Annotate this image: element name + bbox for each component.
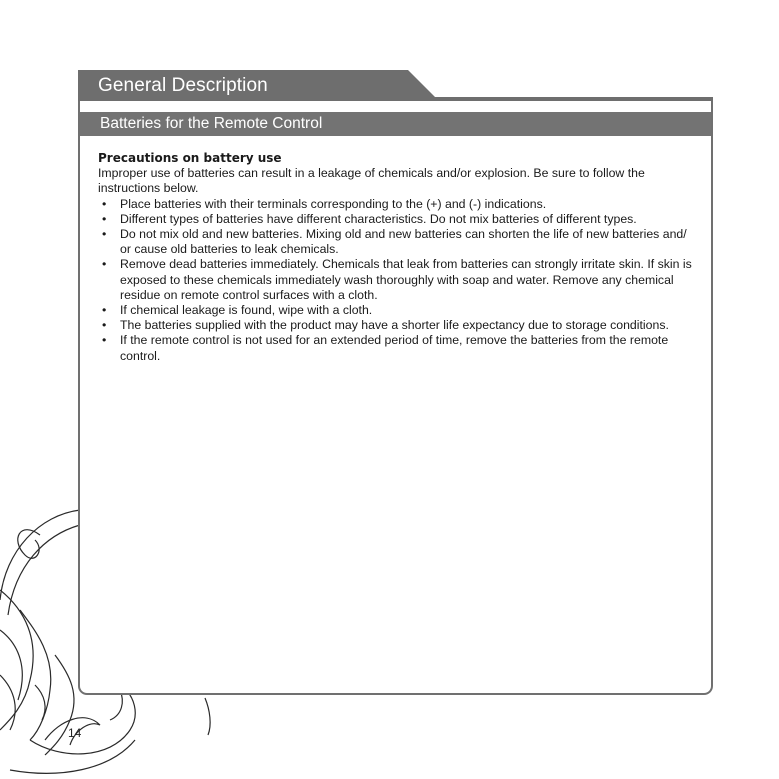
precautions-heading: Precautions on battery use bbox=[98, 151, 282, 165]
content-body bbox=[98, 151, 698, 364]
list-item-text: Remove dead batteries immediately. Chemicals that leak from batteries can strongly irritate skin. If skin is exposed to these chemicals immediately wash thoroughly with soap and water. Remove any chemical residue on remote control surfaces with a cloth. bbox=[120, 257, 692, 302]
list-item bbox=[98, 227, 698, 257]
list-item bbox=[98, 212, 698, 227]
list-item bbox=[98, 318, 698, 333]
list-item-text: Do not mix old and new batteries. Mixing old and new batteries can shorten the life of new batteries and/ or cause old batteries to leak chemicals. bbox=[120, 227, 687, 257]
bullet-icon: • bbox=[102, 257, 107, 272]
section-bar bbox=[80, 112, 711, 136]
bullet-icon: • bbox=[102, 303, 107, 318]
content-card bbox=[78, 101, 713, 695]
section-title: Batteries for the Remote Control bbox=[100, 115, 323, 132]
list-item bbox=[98, 257, 698, 303]
intro-paragraph: Improper use of batteries can result in a leakage of chemicals and/or explosion. Be sure to follow the instructions below. bbox=[98, 166, 645, 196]
bullet-icon: • bbox=[102, 333, 107, 348]
list-item-text: The batteries supplied with the product may have a shorter life expectancy due to storage conditions. bbox=[120, 318, 669, 333]
list-item bbox=[98, 333, 698, 363]
list-item bbox=[98, 303, 698, 318]
list-item-text: If the remote control is not used for an extended period of time, remove the batteries from the remote control. bbox=[120, 333, 669, 363]
bullet-icon: • bbox=[102, 318, 107, 333]
list-item bbox=[98, 197, 698, 212]
bullet-icon: • bbox=[102, 196, 107, 211]
list-item-text: If chemical leakage is found, wipe with a cloth. bbox=[120, 303, 373, 318]
list-item-text: Different types of batteries have different characteristics. Do not mix batteries of different types. bbox=[120, 211, 637, 226]
list-item-text: Place batteries with their terminals corresponding to the (+) and (-) indications. bbox=[120, 196, 547, 211]
precaution-list bbox=[98, 197, 698, 364]
bullet-icon: • bbox=[102, 211, 107, 226]
page-number: 14 bbox=[68, 726, 82, 740]
header-tab bbox=[78, 70, 438, 100]
page-title: General Description bbox=[98, 75, 268, 96]
bullet-icon: • bbox=[102, 227, 107, 242]
